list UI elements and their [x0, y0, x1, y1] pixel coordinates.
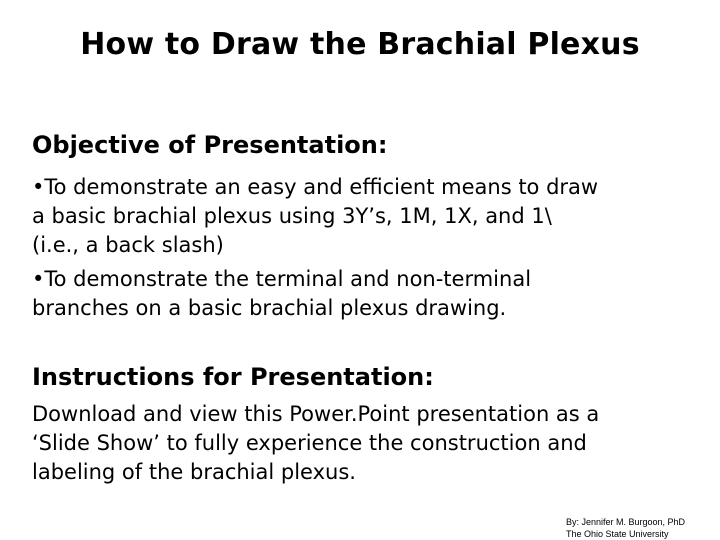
bullet-line: •To demonstrate an easy and efficient means to draw: [32, 175, 599, 199]
slide-title: How to Draw the Brachial Plexus: [80, 27, 640, 62]
credit-institution: The Ohio State University: [566, 529, 669, 539]
author-credit: [566, 516, 685, 540]
objective-bullet: [32, 173, 704, 260]
instructions-line: labeling of the brachial plexus.: [32, 460, 356, 484]
instructions-line: Download and view this Power.Point presentation as a: [32, 402, 600, 426]
bullet-line: (i.e., a back slash): [32, 233, 224, 257]
bullet-line: a basic brachial plexus using 3Y’s, 1M, 1X, and 1\: [32, 204, 552, 228]
bullet-line: •To demonstrate the terminal and non-terminal: [32, 267, 532, 291]
instructions-heading: Instructions for Presentation:: [32, 363, 434, 391]
instructions-line: ‘Slide Show’ to fully experience the construction and: [32, 431, 587, 455]
instructions-paragraph: [32, 400, 704, 487]
objective-heading: Objective of Presentation:: [32, 131, 388, 159]
bullet-line: branches on a basic brachial plexus drawing.: [32, 296, 507, 320]
objective-bullet-list: [32, 173, 704, 328]
objective-bullet: [32, 265, 704, 323]
credit-author: By: Jennifer M. Burgoon, PhD: [566, 517, 686, 527]
